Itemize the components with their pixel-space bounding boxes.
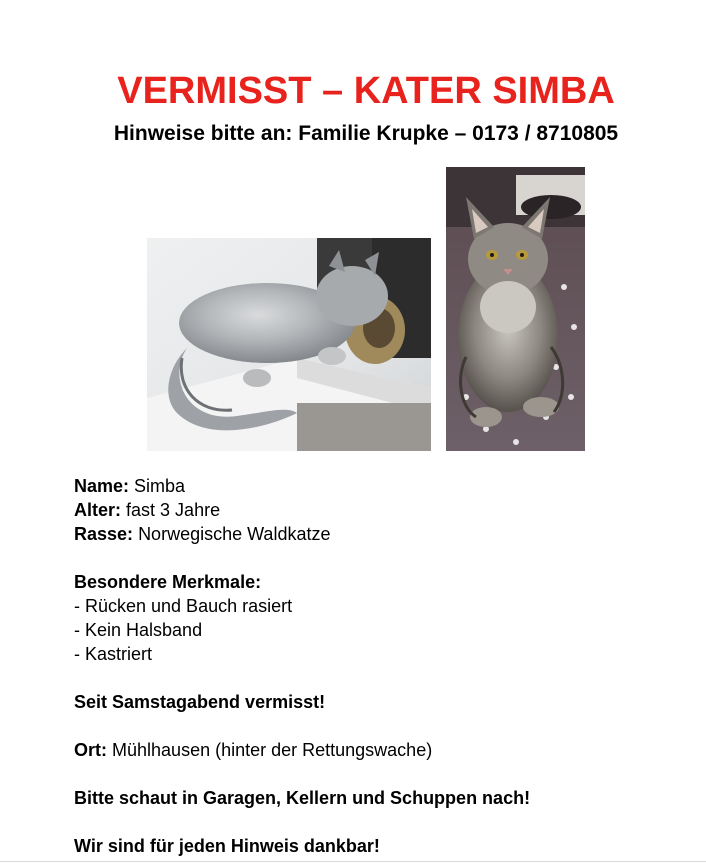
name-label: Name: — [74, 476, 130, 496]
feature-item: - Kein Halsband — [74, 620, 203, 640]
age-value: fast 3 Jahre — [126, 500, 221, 520]
name-row — [74, 474, 674, 498]
location-row — [74, 738, 674, 762]
poster-title: VERMISST – KATER SIMBA — [117, 70, 615, 112]
age-row — [74, 498, 674, 522]
age-label: Alter: — [74, 500, 122, 520]
thanks-line: Wir sind für jeden Hinweis dankbar! — [74, 836, 380, 856]
location-label: Ort: — [74, 740, 107, 760]
cat-details — [74, 474, 674, 858]
features-heading: Besondere Merkmale: — [74, 572, 262, 592]
breed-value: Norwegische Waldkatze — [138, 524, 331, 544]
page-edge-divider — [0, 861, 706, 862]
location-value: Mühlhausen (hinter der Rettungswache) — [112, 740, 433, 760]
cat-photo-sitting — [446, 167, 585, 451]
cat-photo-lying — [147, 238, 431, 451]
feature-item: - Rücken und Bauch rasiert — [74, 596, 293, 616]
feature-item: - Kastriert — [74, 644, 153, 664]
name-value: Simba — [134, 476, 186, 496]
search-request: Bitte schaut in Garagen, Kellern und Schuppen nach! — [74, 788, 531, 808]
missing-since: Seit Samstagabend vermisst! — [74, 692, 326, 712]
contact-subtitle: Hinweise bitte an: Familie Krupke – 0173 / 8710805 — [113, 122, 619, 145]
breed-row — [74, 522, 674, 546]
breed-label: Rasse: — [74, 524, 134, 544]
